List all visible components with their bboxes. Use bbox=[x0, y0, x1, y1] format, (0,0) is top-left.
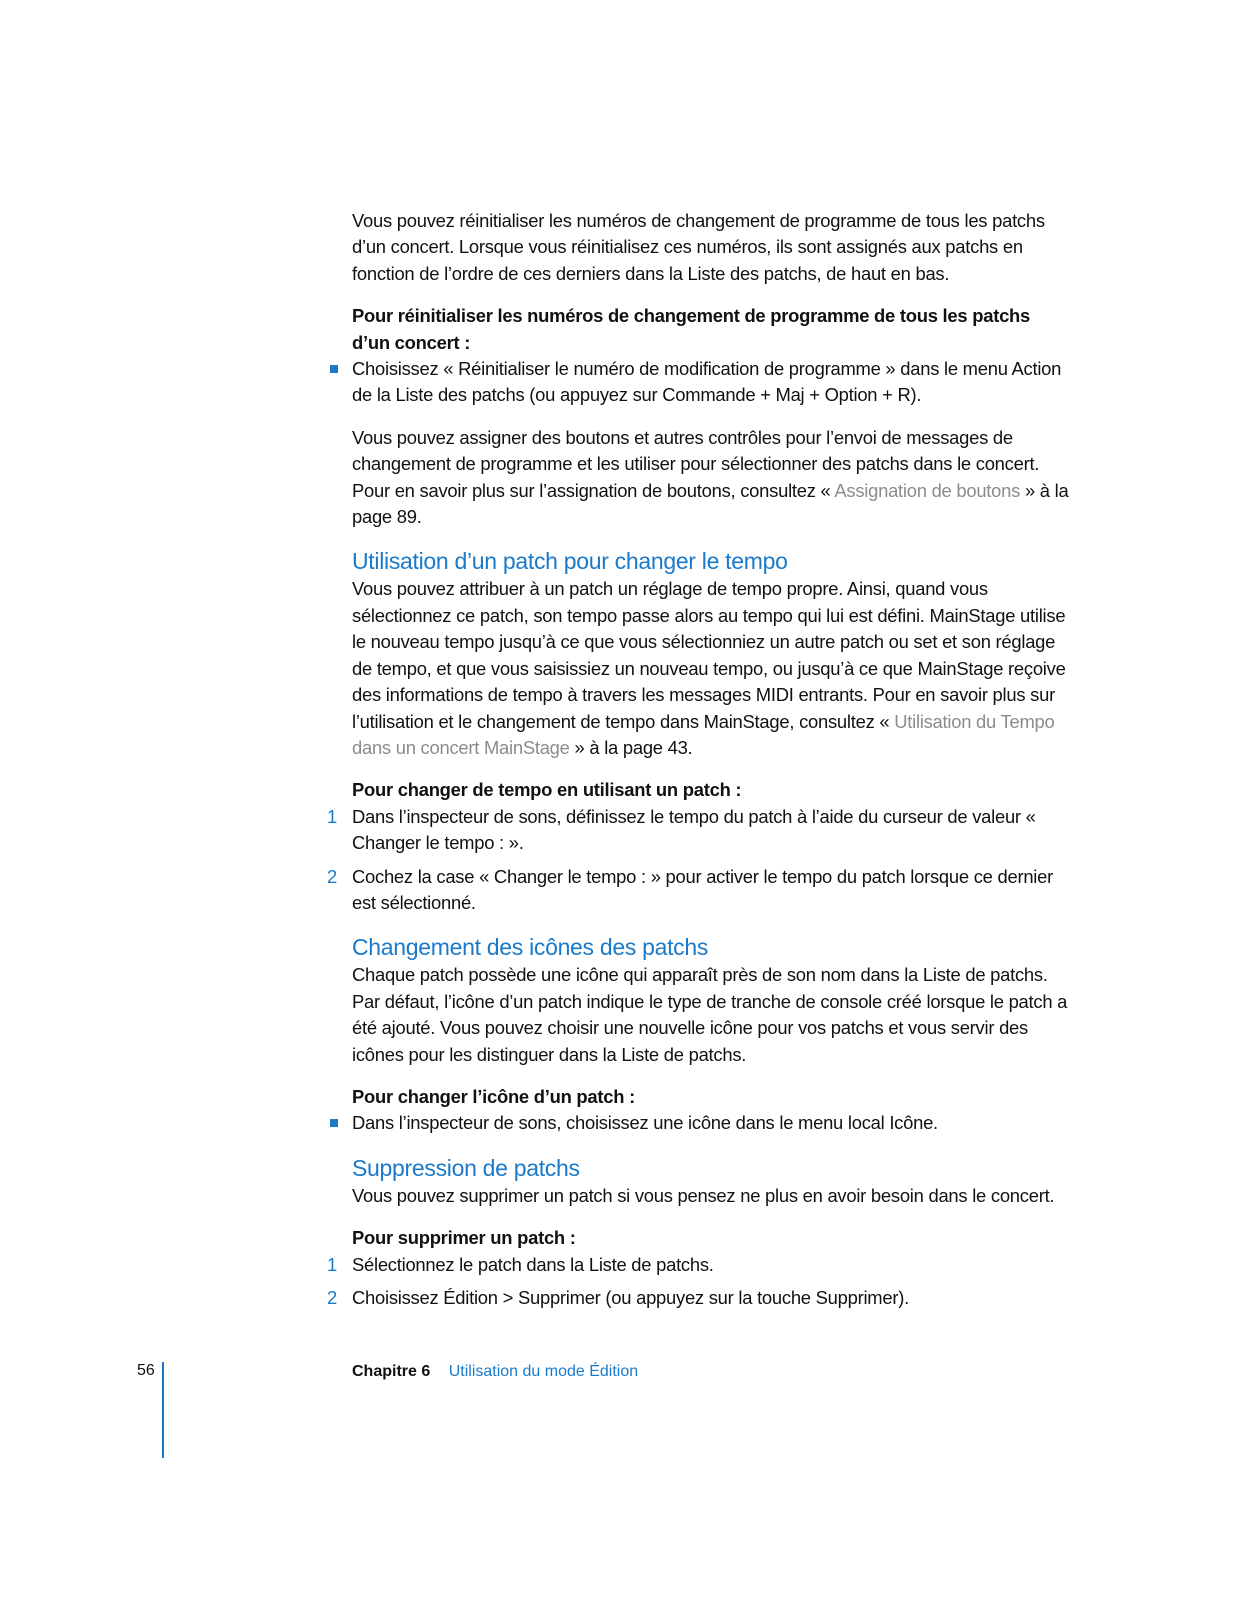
chapter-label: Chapitre 6 bbox=[352, 1363, 431, 1380]
step-text: Choisissez Édition > Supprimer (ou appuyez sur la touche Supprimer). bbox=[352, 1287, 909, 1308]
step-number: 1 bbox=[327, 1253, 337, 1275]
step-text: Cochez la case « Changer le tempo : » pour activer le tempo du patch lorsque ce dernier est sélectionné. bbox=[352, 865, 1053, 913]
bullet-square-icon bbox=[330, 365, 338, 373]
list-item bbox=[352, 1110, 1072, 1136]
assign-buttons-paragraph bbox=[352, 425, 1072, 531]
bullet-square-icon bbox=[330, 1119, 338, 1127]
list-item bbox=[327, 1252, 1072, 1278]
section-heading-icons: Changement des icônes des patchs bbox=[352, 934, 709, 961]
link-utilisation-tempo[interactable]: Utilisation du Tempo dans un concert MainStage bbox=[352, 710, 1055, 758]
paragraph-text: » à la page 43. bbox=[569, 736, 693, 758]
task-heading-tempo: Pour changer de tempo en utilisant un patch : bbox=[352, 779, 742, 801]
task-heading-delete: Pour supprimer un patch : bbox=[352, 1227, 576, 1249]
footer-divider bbox=[162, 1362, 164, 1458]
tempo-paragraph bbox=[352, 576, 1072, 761]
page-number: 56 bbox=[137, 1362, 155, 1379]
paragraph-text: » à la page 89. bbox=[352, 479, 1069, 528]
list-item bbox=[327, 864, 1072, 917]
list-item bbox=[327, 804, 1072, 857]
page-content bbox=[327, 208, 1072, 1311]
section-heading-tempo: Utilisation d’un patch pour changer le tempo bbox=[352, 548, 788, 575]
chapter-title-link[interactable]: Utilisation du mode Édition bbox=[448, 1363, 639, 1380]
step-number: 1 bbox=[327, 805, 337, 827]
delete-paragraph: Vous pouvez supprimer un patch si vous pensez ne plus en avoir besoin dans le concert. bbox=[352, 1184, 1055, 1206]
step-text: Sélectionnez le patch dans la Liste de patchs. bbox=[352, 1253, 714, 1275]
paragraph-text: Vous pouvez attribuer à un patch un réglage de tempo propre. Ainsi, quand vous sélectionnez ce patch, son tempo passe alors au tempo qui lui est défini. MainStage utilise le nouveau tempo jusqu’à ce que vous sélectionniez un autre patch ou set et son réglage de tempo, et que vous saisissiez un nouveau tempo, ou jusqu’à ce que MainStage reçoive des informations de tempo à travers les messages MIDI entrants. Pour en savoir plus sur l’utilisation et le changement de tempo dans MainStage, consultez « bbox=[352, 578, 1066, 732]
list-item bbox=[327, 1285, 1072, 1311]
task-heading-icon: Pour changer l’icône d’un patch : bbox=[352, 1085, 635, 1107]
intro-paragraph: Vous pouvez réinitialiser les numéros de changement de programme de tous les patchs d’un concert. Lorsque vous réinitialisez ces numéros, ils sont assignés aux patchs en fonction de l’ordre de ces derniers dans la Liste des patchs, de haut en bas. bbox=[352, 210, 1045, 284]
link-assignation-boutons[interactable]: Assignation de boutons bbox=[834, 479, 1021, 501]
task-heading-reset: Pour réinitialiser les numéros de changement de programme de tous les patchs d’un concert : bbox=[352, 305, 1031, 353]
step-text: Dans l’inspecteur de sons, définissez le tempo du patch à l’aide du curseur de valeur « Changer le tempo : ». bbox=[352, 805, 1036, 854]
paragraph-text: Vous pouvez assigner des boutons et autres contrôles pour l’envoi de messages de changement de programme et les utiliser pour sélectionner des patchs dans le concert. Pour en savoir plus sur l’assignation de boutons, consultez « bbox=[352, 426, 1040, 501]
section-heading-delete: Suppression de patchs bbox=[352, 1154, 580, 1181]
list-item bbox=[352, 356, 1072, 409]
bullet-text: Choisissez « Réinitialiser le numéro de modification de programme » dans le menu Action de la Liste des patchs (ou appuyez sur Commande + Maj + Option + R). bbox=[352, 358, 1062, 406]
step-number: 2 bbox=[327, 865, 337, 887]
footer-chapter bbox=[352, 1363, 638, 1381]
step-number: 2 bbox=[327, 1287, 337, 1308]
bullet-text: Dans l’inspecteur de sons, choisissez une icône dans le menu local Icône. bbox=[352, 1112, 938, 1134]
icons-paragraph: Chaque patch possède une icône qui apparaît près de son nom dans la Liste de patchs. Par défaut, l’icône d’un patch indique le type de tranche de console créé lorsque le patch a été ajouté. Vous pouvez choisir une nouvelle icône pour vos patchs et vous servir des icônes pour les distinguer dans la Liste de patchs. bbox=[352, 964, 1068, 1065]
